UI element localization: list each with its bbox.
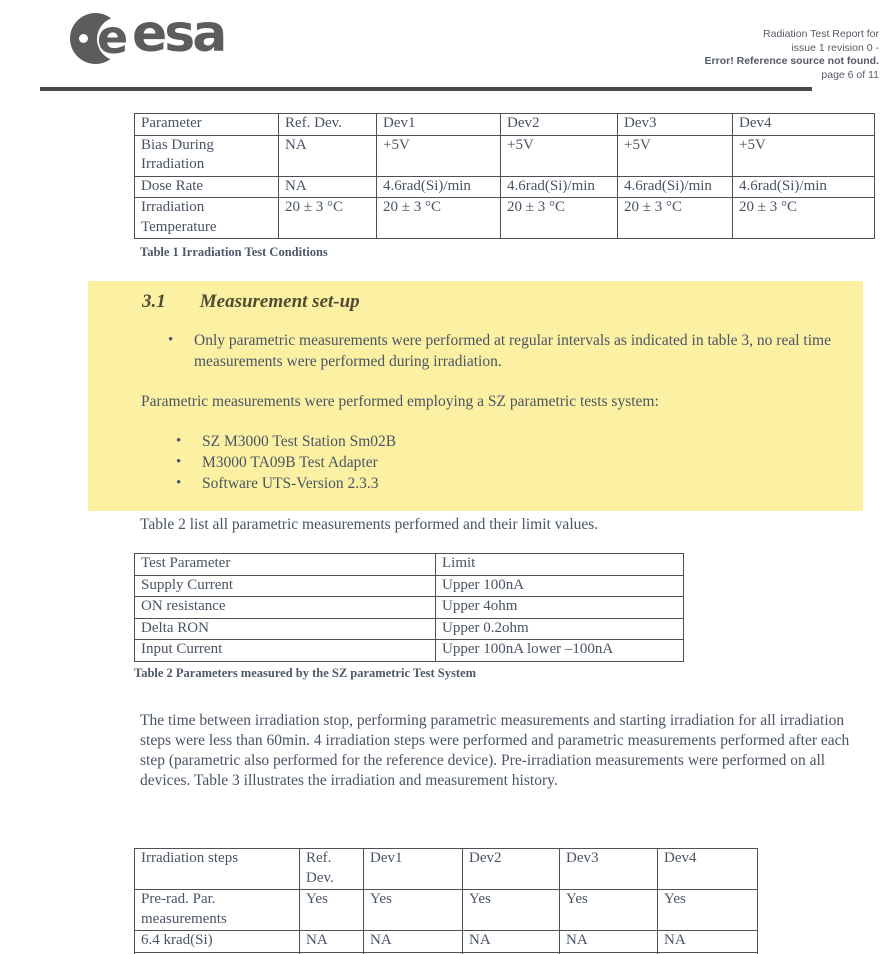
table-header-cell: Dev4 <box>658 849 758 890</box>
table-cell: Irradiation Temperature <box>135 198 279 239</box>
table-cell: NA <box>300 931 364 953</box>
table-header-cell: Ref. Dev. <box>279 114 377 136</box>
table2-caption: Table 2 Parameters measured by the SZ parametric Test System <box>134 666 476 680</box>
table-header-cell: Irradiation steps <box>135 849 300 890</box>
table-cell: 4.6rad(Si)/min <box>618 176 733 198</box>
bullet-text: M3000 TA09B Test Adapter <box>202 454 378 471</box>
table-header-cell: Dev1 <box>364 849 463 890</box>
table-cell: Dose Rate <box>135 176 279 198</box>
table-row <box>135 597 684 619</box>
table-cell: Upper 100nA <box>436 575 684 597</box>
table-cell: 4.6rad(Si)/min <box>377 176 501 198</box>
table-cell: NA <box>364 931 463 953</box>
table-cell: NA <box>279 176 377 198</box>
irradiation-history-table <box>134 848 758 954</box>
table-cell: Supply Current <box>135 575 436 597</box>
table-cell: NA <box>463 931 560 953</box>
table-header-cell: Ref. Dev. <box>300 849 364 890</box>
table-cell: Delta RON <box>135 618 436 640</box>
table-cell: 20 ± 3 °C <box>501 198 618 239</box>
table-cell: Yes <box>560 890 658 931</box>
header-issue-revision: issue 1 revision 0 - <box>791 41 879 54</box>
measurement-setup-section <box>88 281 863 511</box>
list-item <box>176 473 776 494</box>
table-cell: 6.4 krad(Si) <box>135 931 300 953</box>
table-row <box>135 575 684 597</box>
table-cell: Yes <box>300 890 364 931</box>
table-cell: Input Current <box>135 640 436 662</box>
table-cell: NA <box>658 931 758 953</box>
table-cell: 20 ± 3 °C <box>618 198 733 239</box>
table-row <box>135 640 684 662</box>
table-row <box>135 176 875 198</box>
body-paragraph: The time between irradiation stop, performing parametric measurements and starting irradiation for all irradiation steps were less than 60min. 4 irradiation steps were performed and parametric measurements performed after each step (parametric also performed for the reference device). Pre-irradiation measurements were performed on all devices. Table 3 illustrates the irradiation and measurement history. <box>140 712 850 789</box>
bullet-icon: • <box>176 475 182 491</box>
bullet-text: Software UTS-Version 2.3.3 <box>202 475 379 492</box>
header-meta <box>705 28 879 82</box>
table-row <box>135 198 875 239</box>
table-cell: 4.6rad(Si)/min <box>733 176 875 198</box>
table-header-cell: Dev4 <box>733 114 875 136</box>
table-row <box>135 849 758 890</box>
bullet-icon: • <box>176 454 182 470</box>
table-row <box>135 618 684 640</box>
irradiation-conditions-table <box>134 113 875 239</box>
table-cell: Upper 100nA lower –100nA <box>436 640 684 662</box>
table-cell: +5V <box>733 135 875 176</box>
bullet-icon: • <box>168 332 174 348</box>
bullet-text: Only parametric measurements were performed at regular intervals as indicated in table 3, no real time measurements were performed during irradiation. <box>194 332 831 370</box>
table-row <box>135 135 875 176</box>
table-cell: 20 ± 3 °C <box>733 198 875 239</box>
list-item <box>176 431 776 452</box>
table-cell: 20 ± 3 °C <box>279 198 377 239</box>
bullet-icon: • <box>176 433 182 449</box>
esa-logo-dot-icon <box>79 34 88 43</box>
table-header-cell: Parameter <box>135 114 279 136</box>
table-header-cell: Dev1 <box>377 114 501 136</box>
header-reference-error: Error! Reference source not found. <box>704 55 879 67</box>
table-cell: 20 ± 3 °C <box>377 198 501 239</box>
table-cell: NA <box>279 135 377 176</box>
table2-intro: Table 2 list all parametric measurements performed and their limit values. <box>140 516 599 533</box>
table-cell: +5V <box>501 135 618 176</box>
header-report-title: Radiation Test Report for <box>763 28 879 40</box>
section-number: 3.1 <box>142 291 166 312</box>
table-row <box>135 890 758 931</box>
list-item <box>176 452 776 473</box>
table-cell: Pre-rad. Par. measurements <box>135 890 300 931</box>
table-header-cell: Limit <box>436 554 684 576</box>
esa-logo <box>70 4 330 69</box>
table-cell: Yes <box>364 890 463 931</box>
table-row <box>135 931 758 953</box>
table-header-cell: Dev2 <box>501 114 618 136</box>
section-heading <box>142 291 360 313</box>
section-title: Measurement set-up <box>199 291 360 312</box>
table-header-cell: Dev2 <box>463 849 560 890</box>
table-cell: ON resistance <box>135 597 436 619</box>
section-intro: Parametric measurements were performed employing a SZ parametric tests system: <box>141 393 659 410</box>
table-cell: +5V <box>377 135 501 176</box>
table1-caption: Table 1 Irradiation Test Conditions <box>140 245 328 259</box>
table-header-cell: Dev3 <box>618 114 733 136</box>
table-cell: +5V <box>618 135 733 176</box>
header-rule <box>40 87 812 91</box>
table-header-cell: Test Parameter <box>135 554 436 576</box>
table-cell: Bias During Irradiation <box>135 135 279 176</box>
table-cell: NA <box>560 931 658 953</box>
table-row <box>135 554 684 576</box>
table-cell: Yes <box>463 890 560 931</box>
list-item <box>168 330 850 372</box>
table-cell: Upper 0.2ohm <box>436 618 684 640</box>
table-cell: Yes <box>658 890 758 931</box>
header-page-number: page 6 of 11 <box>821 68 879 81</box>
bullet-text: SZ M3000 Test Station Sm02B <box>202 433 397 450</box>
esa-logo-wordmark: esa <box>132 4 225 64</box>
esa-logo-e: e <box>97 10 127 64</box>
table-row <box>135 114 875 136</box>
parametric-limits-table <box>134 553 684 662</box>
table-header-cell: Dev3 <box>560 849 658 890</box>
table-cell: Upper 4ohm <box>436 597 684 619</box>
table-cell: 4.6rad(Si)/min <box>501 176 618 198</box>
